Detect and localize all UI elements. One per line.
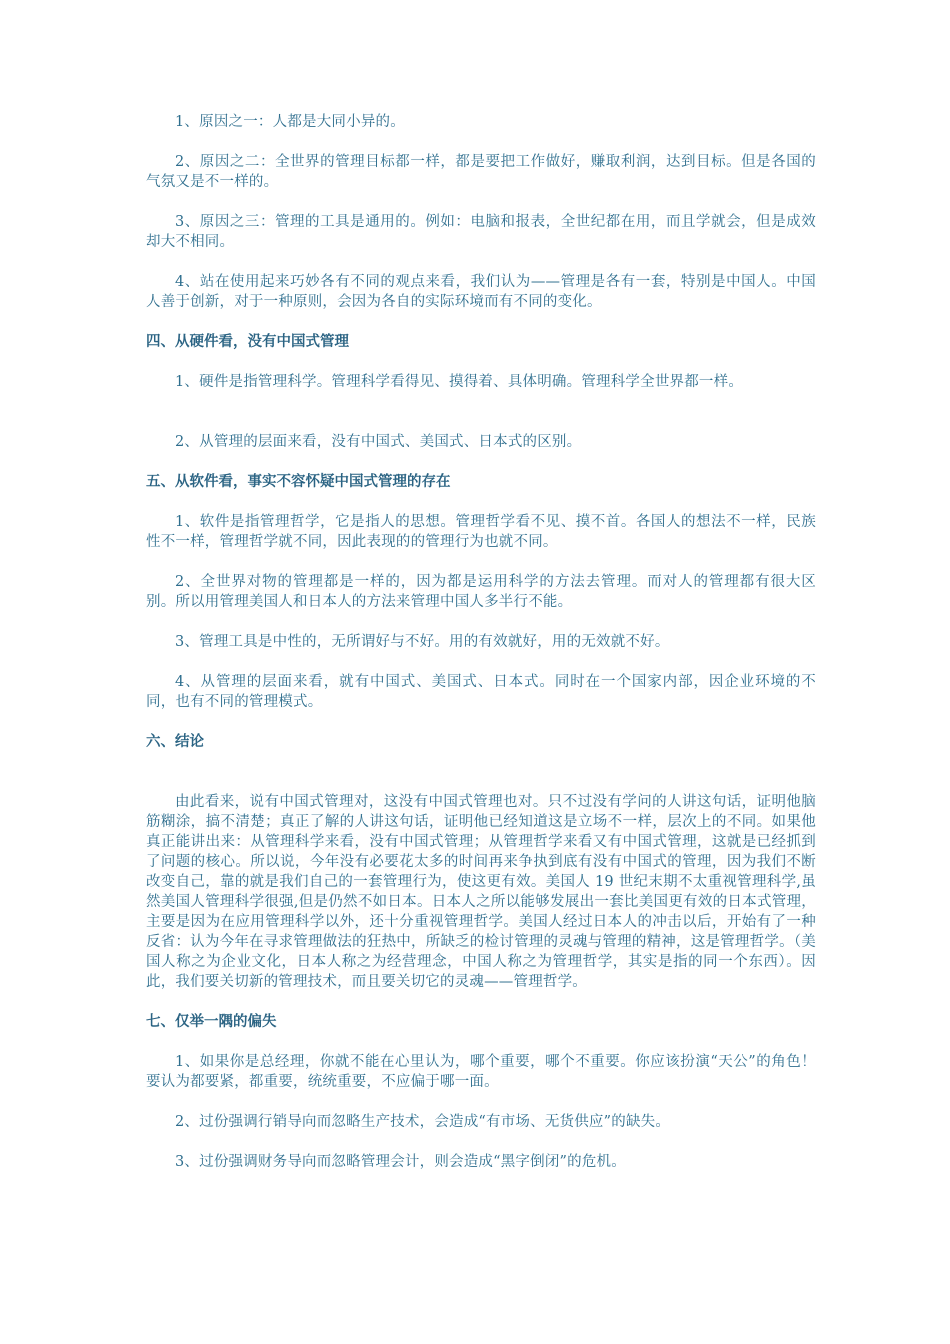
paragraph-software-4: 4、从管理的层面来看，就有中国式、美国式、日本式。同时在一个国家内部，因企业环境的不同，也有不同的管理模式。 bbox=[146, 674, 816, 710]
paragraph-conclusion: 由此看来，说有中国式管理对，这没有中国式管理也对。只不过没有学问的人讲这句话，证明他脑筋糊涂，搞不清楚；真正了解的人讲这句话，证明他已经知道这是立场不一样，层次上的不同。如果他真正能讲出来：从管理科学来看，没有中国式管理；从管理哲学来看又有中国式管理，这就是已经抓到了问题的核心。所以说，今年没有必要花太多的时间再来争执到底有没有中国式的管理，因为我们不断改变自己，靠的就是我们自己的一套管理行为，使这更有效。美国人 19 世纪末期不太重视管理科学,虽然美国人管理科学很强,但是仍然不如日本。日本人之所以能够发展出一套比美国更有效的日本式管理，主要是因为在应用管理科学以外，还十分重视管理哲学。美国人经过日本人的冲击以后，开始有了一种反省：认为今年在寻求管理做法的狂热中，所缺乏的检讨管理的灵魂与管理的精神，这是管理哲学。（美国人称之为企业文化，日本人称之为经营理念，中国人称之为管理哲学，其实是指的同一个东西）。因此，我们要关切新的管理技术，而且要关切它的灵魂——管理哲学。 bbox=[146, 794, 816, 990]
section-heading-4: 四、从硬件看，没有中国式管理 bbox=[146, 334, 349, 350]
spacer bbox=[146, 492, 816, 512]
spacer bbox=[146, 192, 816, 212]
section-heading-7: 七、仅举一隅的偏失 bbox=[146, 1014, 277, 1030]
spacer bbox=[146, 652, 816, 672]
spacer bbox=[146, 552, 816, 572]
paragraph-reason-3: 3、原因之三：管理的工具是通用的。例如：电脑和报表，全世纪都在用，而且学就会，但是成效却大不相同。 bbox=[146, 214, 816, 250]
spacer bbox=[146, 312, 816, 332]
spacer bbox=[146, 1032, 816, 1052]
spacer bbox=[146, 612, 816, 632]
spacer bbox=[146, 392, 816, 432]
spacer bbox=[146, 252, 816, 272]
spacer bbox=[146, 712, 816, 732]
spacer bbox=[146, 752, 816, 792]
document-page bbox=[146, 112, 816, 1172]
spacer bbox=[146, 1092, 816, 1112]
section-heading-5: 五、从软件看，事实不容怀疑中国式管理的存在 bbox=[146, 474, 451, 490]
paragraph-reason-4: 4、站在使用起来巧妙各有不同的观点来看，我们认为——管理是各有一套，特别是中国人。中国人善于创新，对于一种原则，会因为各自的实际环境而有不同的变化。 bbox=[146, 274, 816, 310]
paragraph-software-1: 1、软件是指管理哲学，它是指人的思想。管理哲学看不见、摸不首。各国人的想法不一样，民族性不一样，管理哲学就不同，因此表现的的管理行为也就不同。 bbox=[146, 514, 816, 550]
spacer bbox=[146, 1132, 816, 1152]
paragraph-software-2: 2、全世界对物的管理都是一样的，因为都是运用科学的方法去管理。而对人的管理都有很大区别。所以用管理美国人和日本人的方法来管理中国人多半行不能。 bbox=[146, 574, 816, 610]
paragraph-bias-2: 2、过份强调行销导向而忽略生产技术，会造成“有市场、无货供应”的缺失。 bbox=[175, 1114, 671, 1130]
section-heading-6: 六、结论 bbox=[146, 734, 204, 750]
paragraph-reason-2: 2、原因之二：全世界的管理目标都一样，都是要把工作做好，赚取利润，达到目标。但是各国的气氛又是不一样的。 bbox=[146, 154, 816, 190]
paragraph-reason-1: 1、原因之一：人都是大同小异的。 bbox=[175, 114, 405, 130]
spacer bbox=[146, 992, 816, 1012]
paragraph-bias-3: 3、过份强调财务导向而忽略管理会计，则会造成“黑字倒闭”的危机。 bbox=[175, 1154, 626, 1170]
paragraph-hardware-2: 2、从管理的层面来看，没有中国式、美国式、日本式的区别。 bbox=[175, 434, 582, 450]
paragraph-hardware-1: 1、硬件是指管理科学。管理科学看得见、摸得着、具体明确。管理科学全世界都一样。 bbox=[175, 374, 744, 390]
spacer bbox=[146, 452, 816, 472]
spacer bbox=[146, 352, 816, 372]
paragraph-software-3: 3、管理工具是中性的，无所谓好与不好。用的有效就好，用的无效就不好。 bbox=[175, 634, 670, 650]
spacer bbox=[146, 132, 816, 152]
paragraph-bias-1: 1、如果你是总经理，你就不能在心里认为，哪个重要，哪个不重要。你应该扮演“天公”的角色！要认为都要紧，都重要，统统重要，不应偏于哪一面。 bbox=[146, 1054, 816, 1090]
